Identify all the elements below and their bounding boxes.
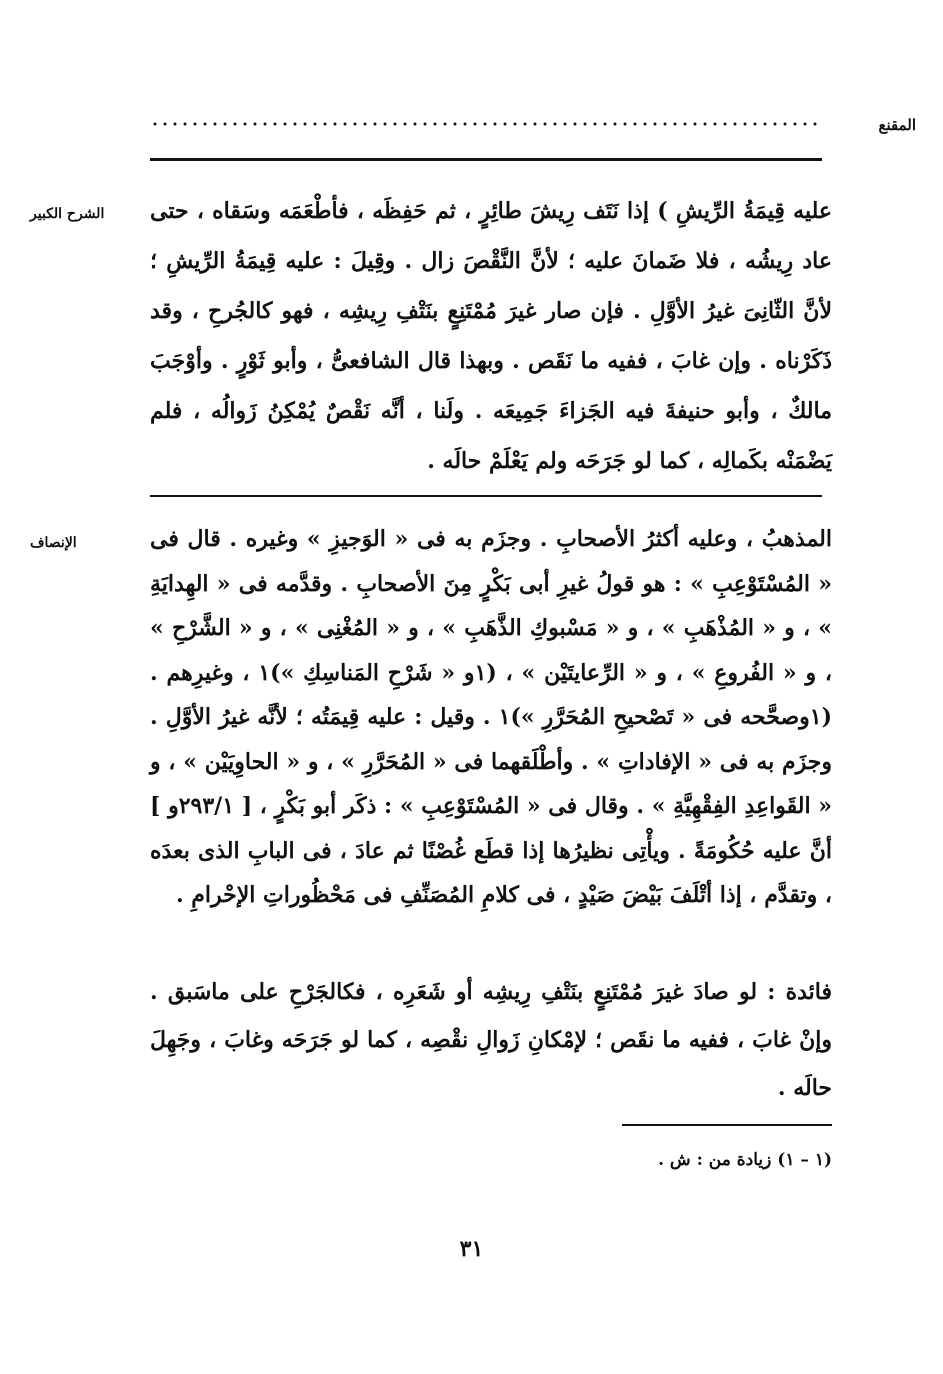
section-label-insaf: الإنصاف — [30, 535, 77, 551]
footnote: (١ – ١) زيادة من : ش . — [658, 1150, 832, 1170]
insaf-paragraph: المذهبُ ، وعليه أكثرُ الأصحابِ . وجزَم به فى « الوَجيزِ » وغيره . قال فى « المُسْتَوْعِبِ » : هو قولُ غيرِ أبى بَكْرٍ مِنَ الأصحابِ . وقدَّمه فى « الهِدايَةِ » ، و « المُذْهَبِ » ، و « مَسْبوكِ الذَّهَبِ » ، و « المُغْنِى » ، و « الشَّرْحِ » ، و « الفُروعِ » ، و « الرِّعايتَيْن » ، (١و « شَرْحِ المَناسِكِ »)١ ، وغيرِهم . (١وصحَّحه فى « تَصْحيحِ المُحَرَّرِ »)١ . وقيل : عليه قِيمَتُه ؛ لأنَّه غيرُ الأوَّلِ . وجزَم به فى « الإفاداتِ » . وأطْلَقهما فى « المُحَرَّرِ » ، و « الحاوِيَيْن » ، و « القَواعِدِ الفِقْهِيَّةِ » . وقال فى « المُسْتَوْعِبِ » : ذكَر أبو بَكْرٍ ، [ ٢٩٣/١و ] أنَّ عليه حُكُومَةً . ويأْتِى نظيرُها إذا قطَع غُصْنًا ثم عادَ ، فى البابِ الذى بعدَه ، وتقدَّم ، إذا أتْلَفَ بَيْضَ صَيْدٍ ، فى كلامِ المُصَنِّفِ فى مَحْظُوراتِ الإحْرامِ . — [150, 526, 832, 908]
header-rule — [150, 158, 822, 161]
faida-title: فائدة : — [767, 979, 832, 1005]
sharh-text-block — [150, 186, 832, 486]
faida-paragraph — [150, 968, 832, 1112]
sharh-paragraph: عليه قِيمَةُ الرِّيشِ ) إذا نَتَف رِيشَ طائِرٍ ، ثم حَفِظَه ، فأطْعَمَه وسَقاه ، حتى عاد رِيشُه ، فلا ضَمانَ عليه ؛ لأنَّ النَّقْصَ زال . وقِيلَ : عليه قِيمَةُ الرِّيشِ ؛ لأنَّ الثّانِىَ غيرُ الأوَّلِ . فإن صار غيرَ مُمْتَنِعٍ بنَتْفِ رِيشِه ، فهو كالجُرحِ ، وقد ذَكَرْناه . وإن غابَ ، ففيه ما نَقَص . وبهذا قال الشافعىُّ ، وأبو ثَوْرٍ . وأوْجَبَ مالكٌ ، وأبو حنيفةَ فيه الجَزاءَ جَمِيعَه . ولَنا ، أنَّه نَقْصٌ يُمْكِنُ زَوالُه ، فلم يَضْمَنْه بكَمالِه ، كما لو جَرَحَه ولم يَعْلَمْ حالَه . — [150, 198, 832, 474]
section-divider — [150, 495, 822, 497]
page-number: ٣١ — [459, 1236, 484, 1262]
faida-body: لو صادَ غيرَ مُمْتَنِعٍ بنَتْفِ رِيشِه أو شَعَرِه ، فكالجَرْحِ على ماسَبق . وإنْ غابَ ، ففيه ما نقَص ؛ لإمْكانِ زَوالِ نقْصِه ، كما لو جَرَحَه وغابَ ، وجَهِلَ حالَه . — [150, 979, 832, 1101]
footnote-rule — [622, 1124, 832, 1126]
running-title: المقنع — [878, 116, 916, 134]
dot-leader — [150, 122, 820, 126]
faida-text-block — [150, 968, 832, 1112]
running-header — [140, 116, 916, 148]
section-label-sharh: الشرح الكبير — [30, 206, 105, 222]
insaf-text-block — [150, 517, 832, 918]
